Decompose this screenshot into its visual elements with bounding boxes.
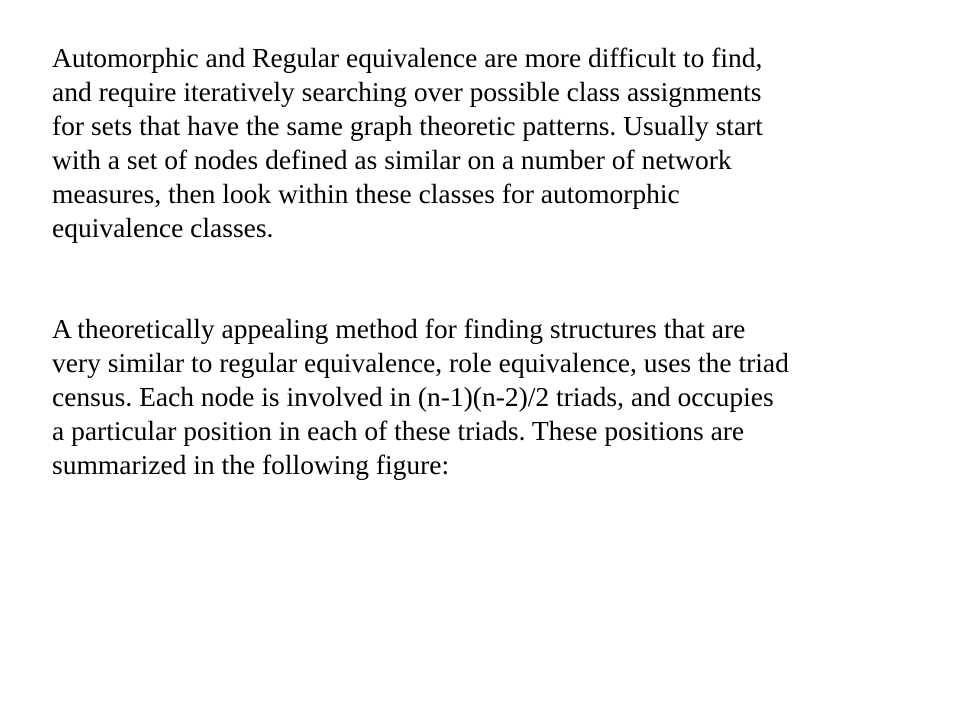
text-line: a particular position in each of these triads. These positions are (52, 415, 745, 446)
text-line: with a set of nodes defined as similar on a number of network (52, 144, 732, 175)
text-line: summarized in the following figure: (52, 449, 450, 480)
text-line: measures, then look within these classes for automorphic (52, 178, 680, 209)
text-line: for sets that have the same graph theoretic patterns. Usually start (52, 110, 763, 141)
text-line: Automorphic and Regular equivalence are more difficult to find, (52, 42, 763, 73)
paragraph-equivalence-intro (52, 41, 763, 245)
text-line: equivalence classes. (52, 212, 274, 243)
text-line: A theoretically appealing method for finding structures that are (52, 313, 746, 344)
text-line: census. Each node is involved in (n-1)(n-2)/2 triads, and occupies (52, 381, 774, 412)
paragraph-triad-census (52, 312, 789, 482)
text-line: very similar to regular equivalence, role equivalence, uses the triad (52, 347, 789, 378)
text-line: and require iteratively searching over possible class assignments (52, 76, 762, 107)
